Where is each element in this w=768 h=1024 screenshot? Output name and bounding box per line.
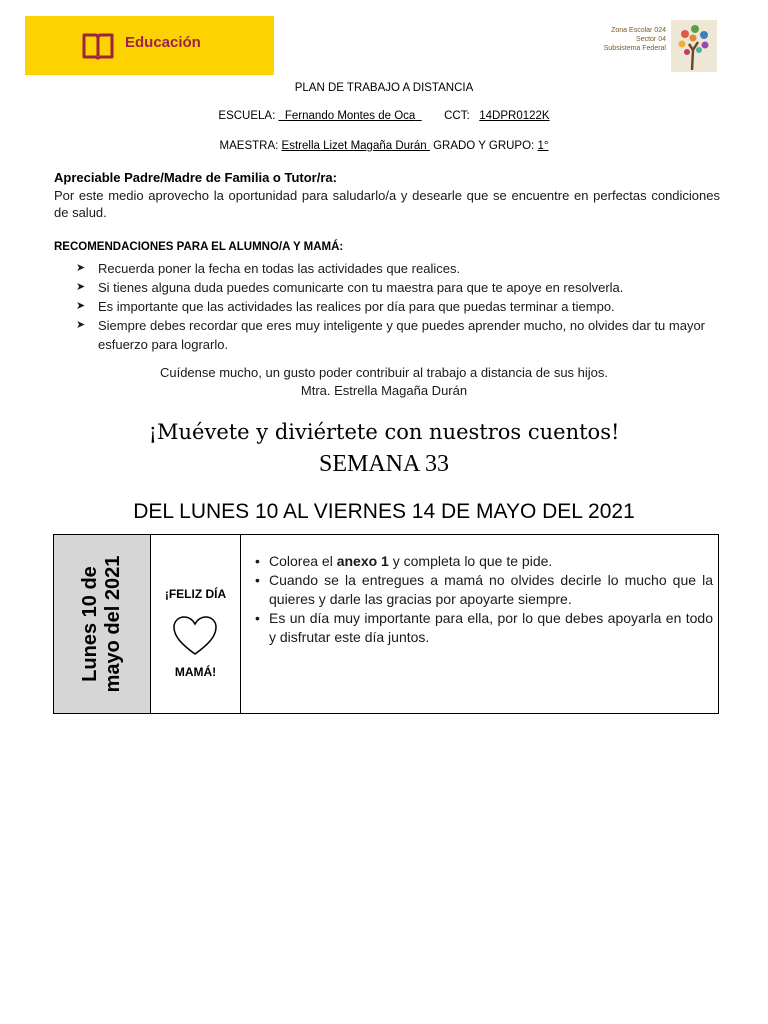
escuela-label: ESCUELA: [218,110,276,122]
grupo-value: 1° [537,140,549,152]
heart-icon [171,614,219,658]
bullet-icon: • [255,553,260,569]
recommendation-item: ➤ Es importante que las actividades las realices por día para que puedas terminar a tiempo. [76,299,615,314]
plan-title: PLAN DE TRABAJO A DISTANCIA [294,82,474,94]
grupo-label: GRADO Y GRUPO: [433,140,535,152]
tree-logo-icon [671,20,717,72]
maestra-line [0,140,768,152]
cct-label: CCT: [444,110,470,122]
day-label: Lunes 10 de mayo del 2021 [79,555,124,693]
day-cell [54,535,151,713]
recommendation-item: ➤ Recuerda poner la fecha en todas las actividades que realices. [76,261,461,276]
book-icon [81,30,115,62]
mama-text: MAMÁ! [174,665,217,679]
zona-line: Zona Escolar 024 [611,27,666,34]
recommendation-item: ➤ Si tienes alguna duda puedes comunicarte con tu maestra para que te apoye en resolverla. [76,280,624,295]
bullet-icon: • [255,610,260,626]
arrow-bullet-icon: ➤ [76,262,86,274]
arrow-bullet-icon: ➤ [76,281,86,293]
mothers-day-cell [151,535,241,713]
activity-item: • Colorea el anexo 1 y completa lo que te pide. [255,553,553,569]
greeting: Apreciable Padre/Madre de Familia o Tutor/ra: [54,170,337,185]
recommendation-item: ➤ Siempre debes recordar que eres muy inteligente y que puedes aprender mucho, no olvides dar tu mayor esfuerzo para lograrlo. [76,318,706,352]
week-title: SEMANA 33 [318,451,450,477]
closing-line: Cuídense mucho, un gusto poder contribuir al trabajo a distancia de sus hijos. [159,365,609,380]
cct-value: 14DPR0122K [479,110,550,122]
feliz-dia-text: ¡FELIZ DÍA [164,587,227,601]
maestra-value: Estrella Lizet Magaña Durán [281,140,427,152]
escuela-value: Fernando Montes de Oca [284,110,416,122]
bullet-icon: • [255,572,260,588]
anexo-label: anexo 1 [336,553,389,569]
activity-table [53,534,719,714]
arrow-bullet-icon: ➤ [76,319,86,331]
activity-item: • Es un día muy importante para ella, por lo que debes apoyarla en todo y disfrutar este día juntos. [255,610,713,645]
recommendations-title: RECOMENDACIONES PARA EL ALUMNO/A Y MAMÁ: [54,241,344,253]
activity-item: • Cuando se la entregues a mamá no olvides decirle lo mucho que la quieres y darle las gracias por apoyarte siempre. [255,572,713,607]
arrow-bullet-icon: ➤ [76,300,86,312]
maestra-label: MAESTRA: [219,140,279,152]
escuela-line [0,110,768,122]
logo-text: Educación [125,34,201,51]
intro-paragraph: Por este medio aprovecho la oportunidad para saludarlo/a y desearle que se encuentre en perfectas condiciones de salud. [54,188,720,220]
sector-line: Sector 04 [636,36,666,43]
recommendations-list [76,259,722,354]
activities-list [255,552,713,647]
zona-escolar-info [604,26,666,53]
activities-cell [241,535,718,713]
educacion-logo [25,16,274,75]
signature: Mtra. Estrella Magaña Durán [300,383,468,398]
headline: ¡Muévete y diviértete con nuestros cuentos! [148,420,620,444]
date-range: DEL LUNES 10 AL VIERNES 14 DE MAYO DEL 2021 [133,500,635,523]
subsistema-line: Subsistema Federal [603,45,666,52]
